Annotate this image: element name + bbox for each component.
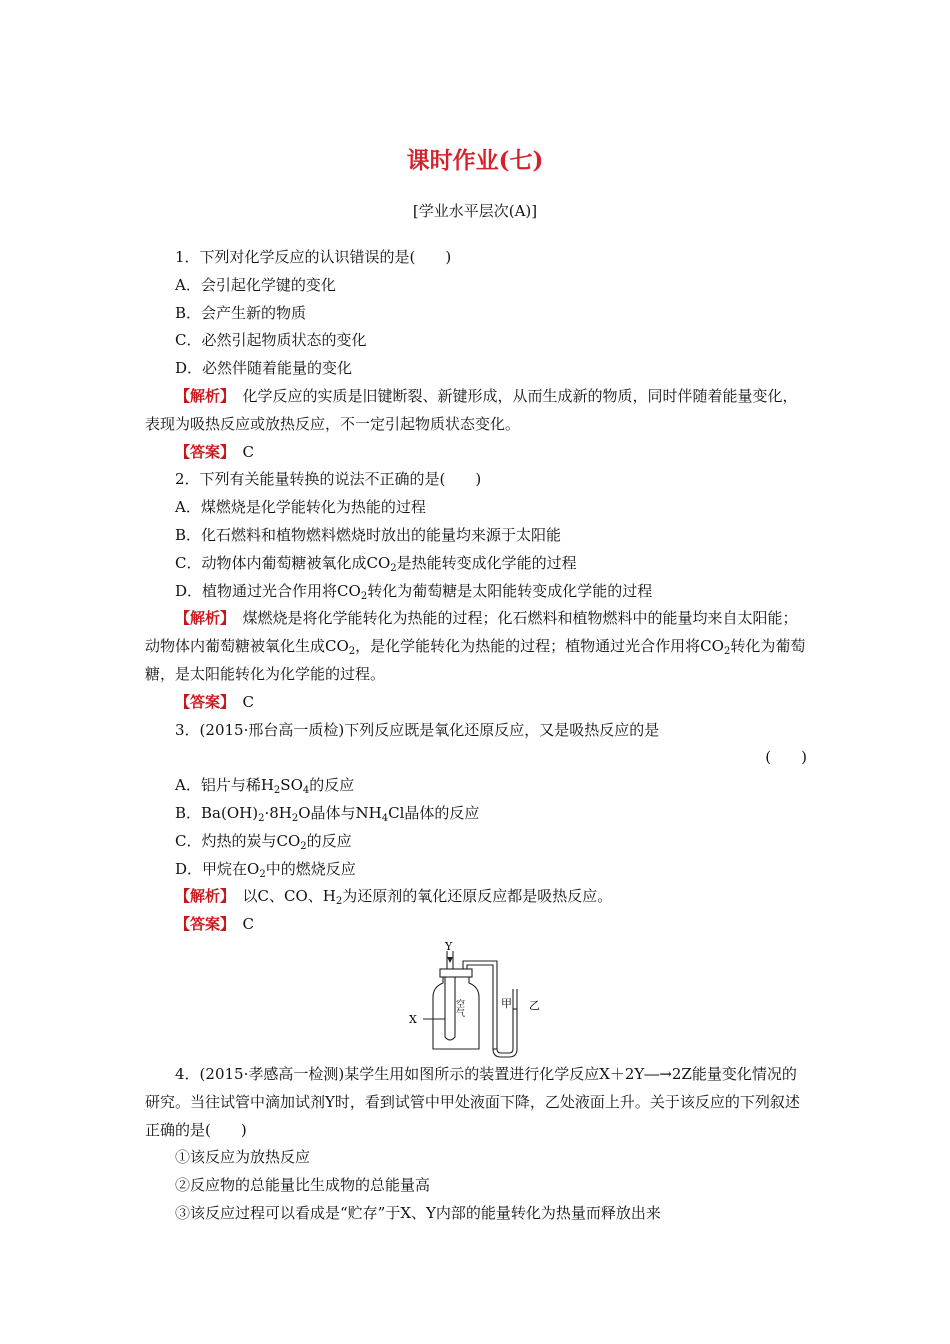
q4-stem: 4．(2015·孝感高一检测)某学生用如图所示的装置进行化学反应X＋2Y―→2Z能量变化情况的研究。当往试管中滴加试剂Y时，看到试管中甲处液面下降，乙处液面上升。关于该反应的下列叙述正确的是( )	[145, 1064, 800, 1139]
q3-option-a-text: A．铝片与稀H	[175, 776, 274, 795]
analysis-tag: 【解析】	[175, 887, 228, 906]
q2-option-c-text: 是热能转变成化学能的过程	[396, 553, 577, 572]
q3-option-a-text: SO	[280, 776, 303, 795]
q3-option-d-text: D．甲烷在O	[175, 859, 260, 878]
q4-statement-1: ①该反应为放热反应	[175, 1148, 311, 1167]
q2-analysis-text: ，是化学能转化为热能的过程；植物通过光合作用将CO	[355, 637, 724, 656]
q1-option-d: D．必然伴随着能量的变化	[175, 359, 353, 378]
q3-analysis	[145, 883, 807, 911]
q2-stem: 2．下列有关能量转换的说法不正确的是( )	[175, 470, 482, 489]
answer-tag: 【答案】	[175, 915, 228, 934]
q3-stem: 3．(2015·邢台高一质检)下列反应既是氧化还原反应，又是吸热反应的是	[175, 720, 660, 739]
q3-option-a-text: 的反应	[309, 776, 355, 795]
q3-option-b-text: B．Ba(OH)	[175, 803, 259, 822]
page-title: 课时作业(七)	[406, 147, 544, 174]
q3-option-b-text: O晶体与NH	[298, 803, 382, 822]
stopper	[440, 969, 472, 977]
subscript: 2	[723, 646, 731, 658]
q4-statement-2: ②反应物的总能量比生成物的总能量高	[175, 1176, 431, 1195]
analysis-tag: 【解析】	[175, 386, 228, 405]
label-yi: 乙	[529, 998, 540, 1012]
subscript: 2	[300, 840, 307, 852]
answer-tag: 【答案】	[175, 442, 228, 461]
q2-option-d-text: 转化为葡萄糖是太阳能转变成化学能的过程	[367, 581, 653, 600]
q3-option-d-text: 中的燃烧反应	[265, 859, 356, 878]
q2-answer-value: C	[242, 692, 255, 711]
label-air: 空气	[454, 998, 464, 1017]
q2-option-c-text: C．动物体内葡萄糖被氧化成CO	[175, 553, 391, 572]
subscript: 2	[291, 812, 299, 824]
subscript: 4	[302, 785, 310, 797]
q3-option-b-text: Cl晶体的反应	[388, 803, 480, 822]
q2-option-d	[145, 578, 807, 606]
subscript: 2	[390, 562, 397, 574]
q2-option-c	[145, 550, 807, 578]
q1-option-b: B．会产生新的物质	[175, 303, 307, 322]
label-x: X	[409, 1012, 417, 1026]
q3-answer-value: C	[242, 915, 255, 934]
label-y: Y	[445, 939, 453, 953]
q3-analysis-text: 为还原剂的氧化还原反应都是吸热反应。	[342, 887, 613, 906]
q1-option-c: C．必然引起物质状态的变化	[175, 331, 367, 350]
u-tube	[467, 965, 517, 1057]
q2-option-b: B．化石燃料和植物燃料燃烧时放出的能量均来源于太阳能	[175, 525, 562, 544]
q1-analysis	[145, 383, 807, 439]
q2-analysis-text: 转化为葡萄糖，是太阳能转化为化学能的过程。	[145, 637, 806, 683]
q2-answer	[145, 689, 807, 717]
q3-answer	[145, 911, 807, 939]
apparatus-figure	[145, 939, 807, 1061]
q4-statement-3: ③该反应过程可以看成是“贮存”于X、Y内部的能量转化为热量而释放出来	[175, 1203, 661, 1222]
q3-option-c-text: C．灼热的炭与CO	[175, 831, 301, 850]
analysis-tag: 【解析】	[175, 609, 228, 628]
subscript: 2	[273, 785, 281, 797]
q1-answer	[145, 439, 807, 467]
q3-option-a	[145, 772, 807, 800]
q1-answer-value: C	[242, 442, 255, 461]
q3-option-c-text: 的反应	[306, 831, 352, 850]
q2-analysis	[145, 605, 807, 688]
q3-answer-blank: ( )	[765, 748, 807, 767]
answer-tag: 【答案】	[175, 692, 228, 711]
q1-option-a: A．会引起化学键的变化	[175, 275, 336, 294]
q3-option-c	[145, 828, 807, 856]
document-body	[145, 244, 807, 1228]
q3-option-d	[145, 856, 807, 884]
subscript: 4	[381, 812, 389, 824]
q2-analysis-text: 煤燃烧是将化学能转化为热能的过程；化石燃料和植物燃料中的能量均来自太阳能；动物体内葡萄糖被氧化生成CO	[145, 609, 798, 656]
q3-option-b	[145, 800, 807, 828]
apparatus-diagram	[409, 939, 573, 1057]
q1-analysis-text: 化学反应的实质是旧键断裂、新键形成，从而生成新的物质，同时伴随着能量变化，表现为吸热反应或放热反应，不一定引起物质状态变化。	[145, 386, 798, 433]
q2-option-d-text: D．植物通过光合作用将CO	[175, 581, 361, 600]
q1-stem: 1．下列对化学反应的认识错误的是( )	[175, 248, 452, 266]
subscript: 2	[258, 812, 265, 824]
section-subtitle: [学业水平层次(A)]	[412, 202, 538, 220]
q3-analysis-text: 以C、CO、H	[242, 887, 336, 906]
label-jia: 甲	[501, 996, 512, 1010]
subscript: 2	[335, 896, 343, 908]
subscript: 2	[348, 646, 356, 658]
q2-option-a: A．煤燃烧是化学能转化为热能的过程	[175, 498, 426, 517]
dropper-arrow	[447, 957, 453, 963]
subscript: 2	[360, 590, 368, 602]
q3-option-b-text: ·8H	[264, 803, 292, 822]
subscript: 2	[259, 868, 266, 880]
